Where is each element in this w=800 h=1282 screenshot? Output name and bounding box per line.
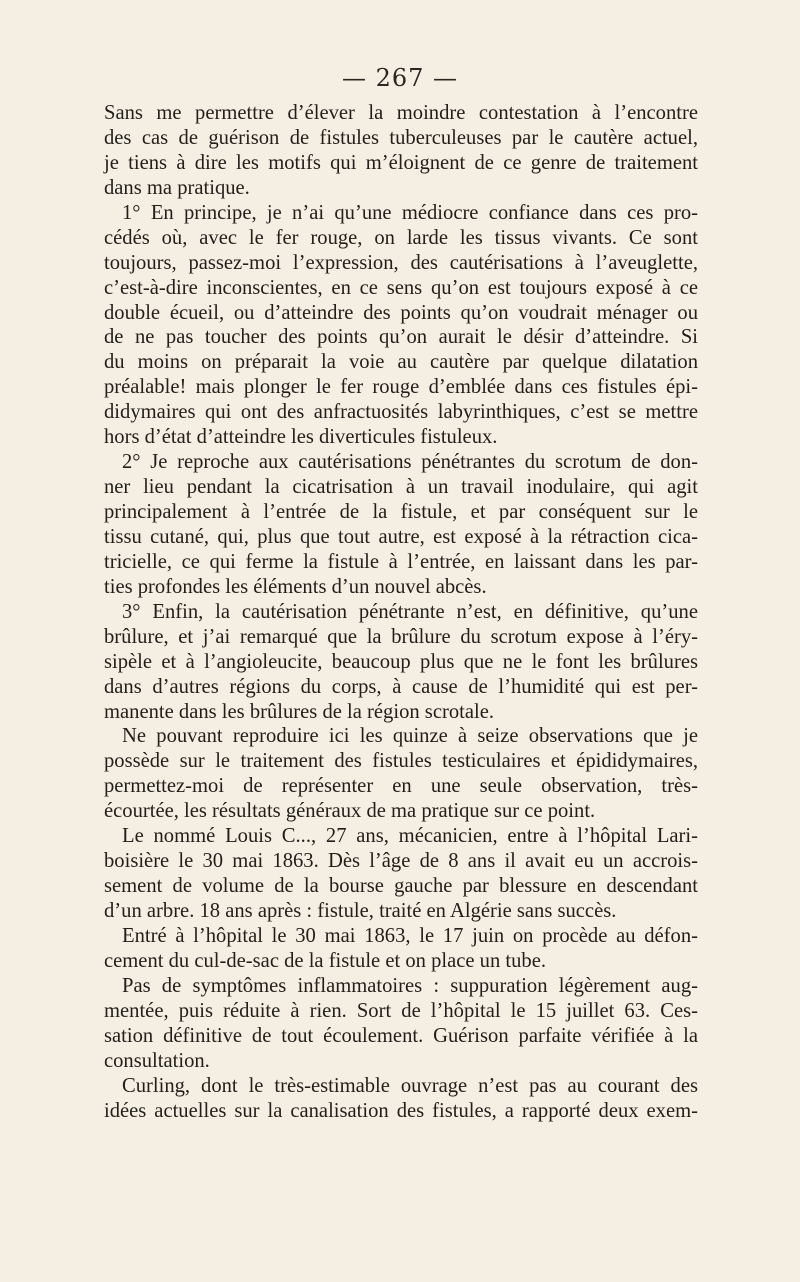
text-line: d’un arbre. 18 ans après : fistule, traité en Algérie sans succès. (104, 900, 617, 922)
text-line: brûlure, et j’ai remarqué que la brûlure du scrotum expose à l’éry- (104, 625, 698, 648)
text-line: boisière le 30 mai 1863. Dès l’âge de 8 ans il avait eu un accrois- (104, 850, 698, 873)
text-line: Ne pouvant reproduire ici les quinze à seize observations que je (122, 725, 698, 748)
text-line: manente dans les brûlures de la région scrotale. (104, 700, 494, 723)
text-line: consultation. (104, 1049, 210, 1072)
text-line: principalement à l’entrée de la fistule, et par conséquent sur le (104, 501, 698, 523)
text-line: idées actuelles sur la canalisation des fistules, a rapporté deux exem- (104, 1099, 698, 1122)
text-line: 1° En principe, je n’ai qu’une médiocre confiance dans ces pro- (122, 201, 698, 224)
text-line: permettez-moi de représenter en une seule observation, très- (104, 775, 698, 798)
text-line: Pas de symptômes inflammatoires : suppuration légèrement aug- (122, 974, 698, 997)
text-line: Entré à l’hôpital le 30 mai 1863, le 17 juin on procède au défon- (122, 924, 698, 947)
text-line: Le nommé Louis C..., 27 ans, mécanicien, entre à l’hôpital Lari- (122, 825, 698, 848)
text-line: c’est-à-dire inconscientes, en ce sens qu’on est toujours exposé à ce (104, 276, 698, 299)
text-line: dans d’autres régions du corps, à cause de l’humidité qui est per- (104, 675, 698, 698)
text-line: 3° Enfin, la cautérisation pénétrante n’est, en définitive, qu’une (122, 600, 698, 623)
text-line: ner lieu pendant la cicatrisation à un travail inodulaire, qui agit (104, 476, 698, 499)
text-line: écourtée, les résultats généraux de ma pratique sur ce point. (104, 800, 596, 823)
text-line: ties profondes les éléments d’un nouvel abcès. (104, 575, 487, 598)
text-line: didymaires qui ont des anfractuosités labyrinthiques, c’est se mettre (104, 401, 698, 424)
text-line: sation définitive de tout écoulement. Guérison parfaite vérifiée à la (104, 1024, 698, 1047)
text-line: des cas de guérison de fistules tuberculeuses par le cautère actuel, (104, 126, 698, 149)
text-line: 2° Je reproche aux cautérisations pénétrantes du scrotum de don- (122, 451, 698, 474)
body-text (104, 101, 698, 1123)
text-line: possède sur le traitement des fistules testiculaires et épididymaires, (104, 750, 698, 773)
text-line: hors d’état d’atteindre les diverticules fistuleux. (104, 426, 498, 449)
text-line: mentée, puis réduite à rien. Sort de l’hôpital le 15 juillet 63. Ces- (104, 999, 698, 1022)
text-line: dans ma pratique. (104, 176, 250, 199)
text-line: préalable! mais plonger le fer rouge d’emblée dans ces fistules épi- (104, 376, 698, 399)
text-line: cédés où, avec le fer rouge, on larde les tissus vivants. Ce sont (104, 226, 698, 249)
text-line: sipèle et à l’angioleucite, beaucoup plus que ne le font les brûlures (104, 650, 698, 673)
text-line: de ne pas toucher des points qu’on aurait le désir d’atteindre. Si (104, 326, 698, 349)
text-line: Curling, dont le très-estimable ouvrage n’est pas au courant des (122, 1074, 698, 1097)
text-line: cement du cul-de-sac de la fistule et on place un tube. (104, 949, 547, 972)
text-line: tricielle, ce qui ferme la fistule à l’entrée, en laissant dans les par- (104, 550, 698, 573)
text-line: toujours, passez-moi l’expression, des cautérisations à l’aveuglette, (104, 251, 698, 274)
page-number: — 267 — (341, 64, 459, 92)
text-line: Sans me permettre d’élever la moindre contestation à l’encontre (104, 102, 698, 124)
text-line: je tiens à dire les motifs qui m’éloignent de ce genre de traitement (104, 151, 698, 174)
text-line: sement de volume de la bourse gauche par blessure en descendant (104, 875, 698, 898)
text-line: double écueil, ou d’atteindre des points qu’on voudrait ménager ou (104, 301, 698, 324)
text-line: du moins on préparait la voie au cautère par quelque dilatation (104, 351, 698, 374)
text-line: tissu cutané, qui, plus que tout autre, est exposé à la rétraction cica- (104, 525, 698, 548)
